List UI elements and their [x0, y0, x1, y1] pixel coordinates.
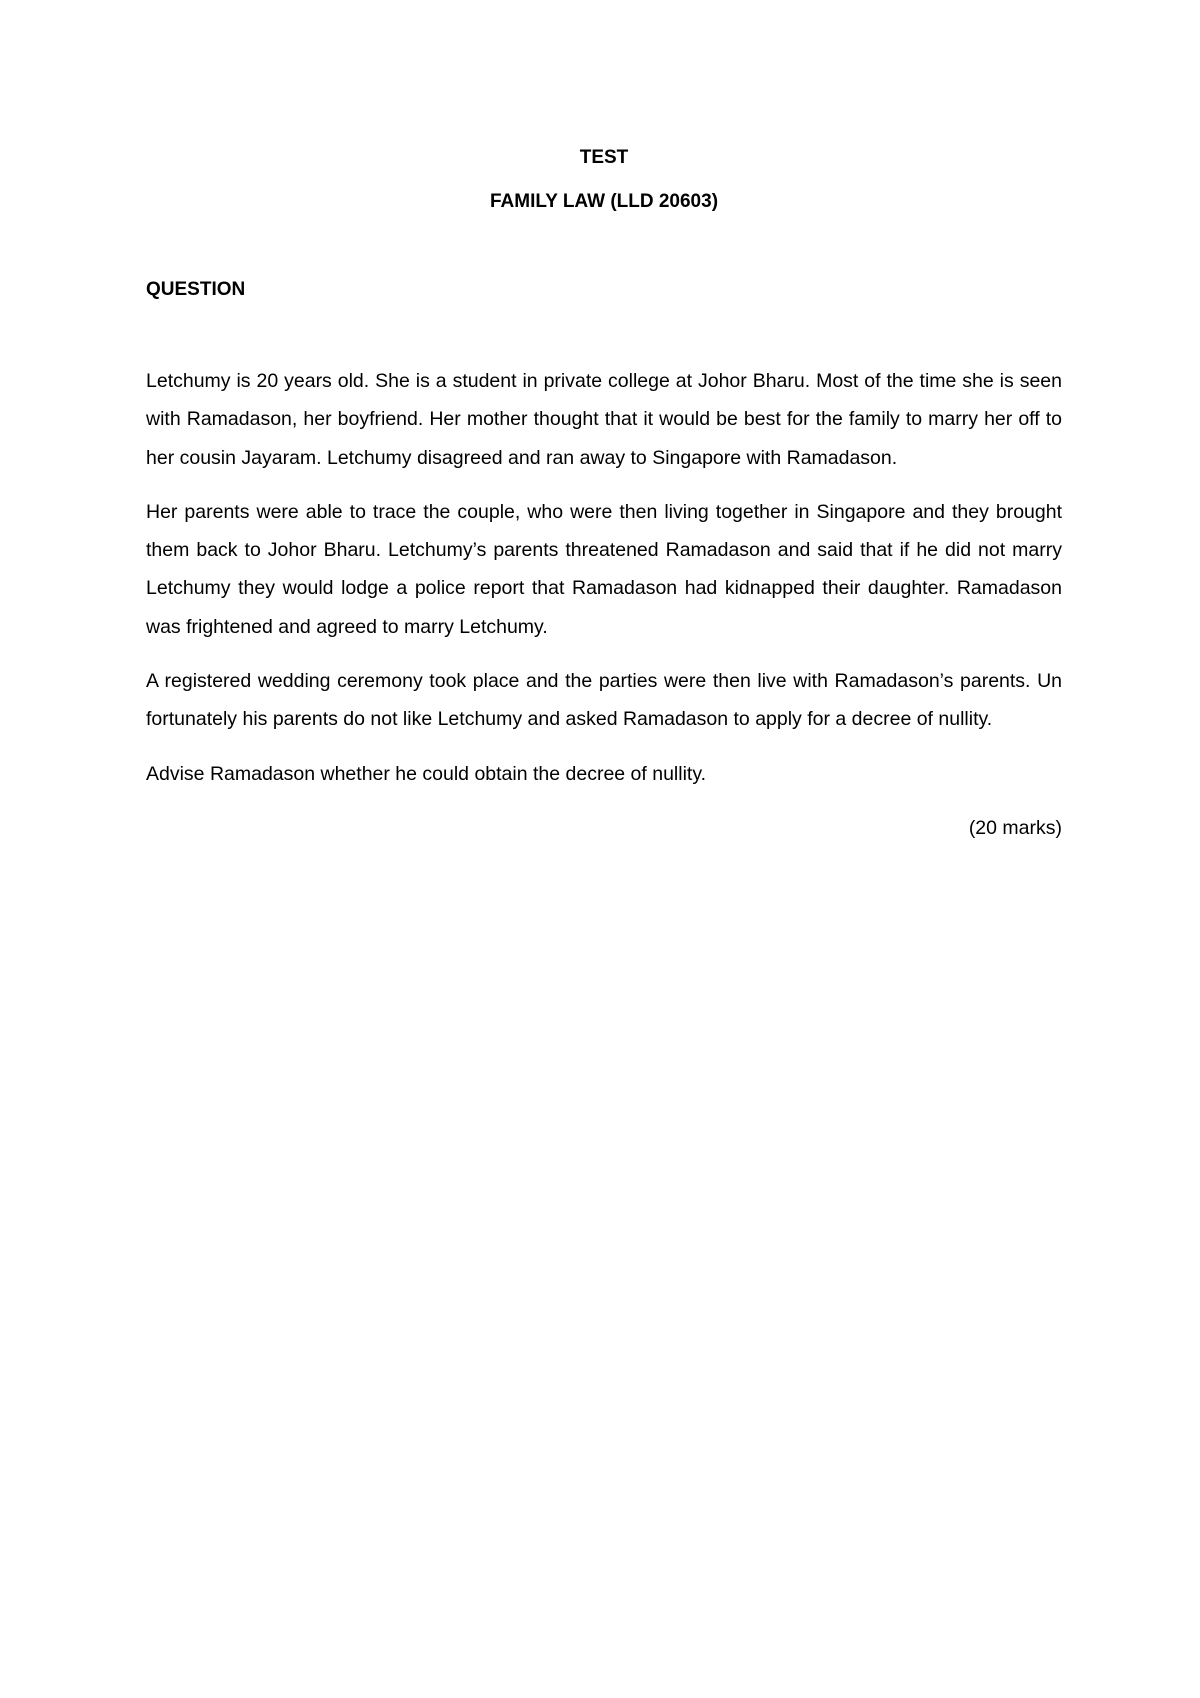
question-body	[146, 362, 1062, 847]
question-heading: QUESTION	[146, 279, 246, 300]
question-paragraph-3: A registered wedding ceremony took place and the parties were then live with Ramadason’s parents. Un fortunately his parents do not like Letchumy and asked Ramadason to apply for a decree of nullity.	[146, 670, 1062, 731]
course-title: FAMILY LAW (LLD 20603)	[489, 191, 719, 212]
question-paragraph-2: Her parents were able to trace the couple, who were then living together in Singapore and they brought them back to Johor Bharu. Letchumy’s parents threatened Ramadason and said that if he did not marry Letchumy they would lodge a police report that Ramadason had kidnapped their daughter. Ramadason was frightened and agreed to marry Letchumy.	[146, 500, 1062, 638]
question-instruction: Advise Ramadason whether he could obtain the decree of nullity.	[146, 762, 707, 785]
document-title: TEST	[579, 147, 629, 168]
marks-label: (20 marks)	[968, 816, 1062, 839]
question-paragraph-1: Letchumy is 20 years old. She is a student in private college at Johor Bharu. Most of the time she is seen with Ramadason, her boyfriend. Her mother thought that it would be best for the family to marry her off to her cousin Jayaram. Letchumy disagreed and ran away to Singapore with Ramadason.	[146, 370, 1062, 469]
